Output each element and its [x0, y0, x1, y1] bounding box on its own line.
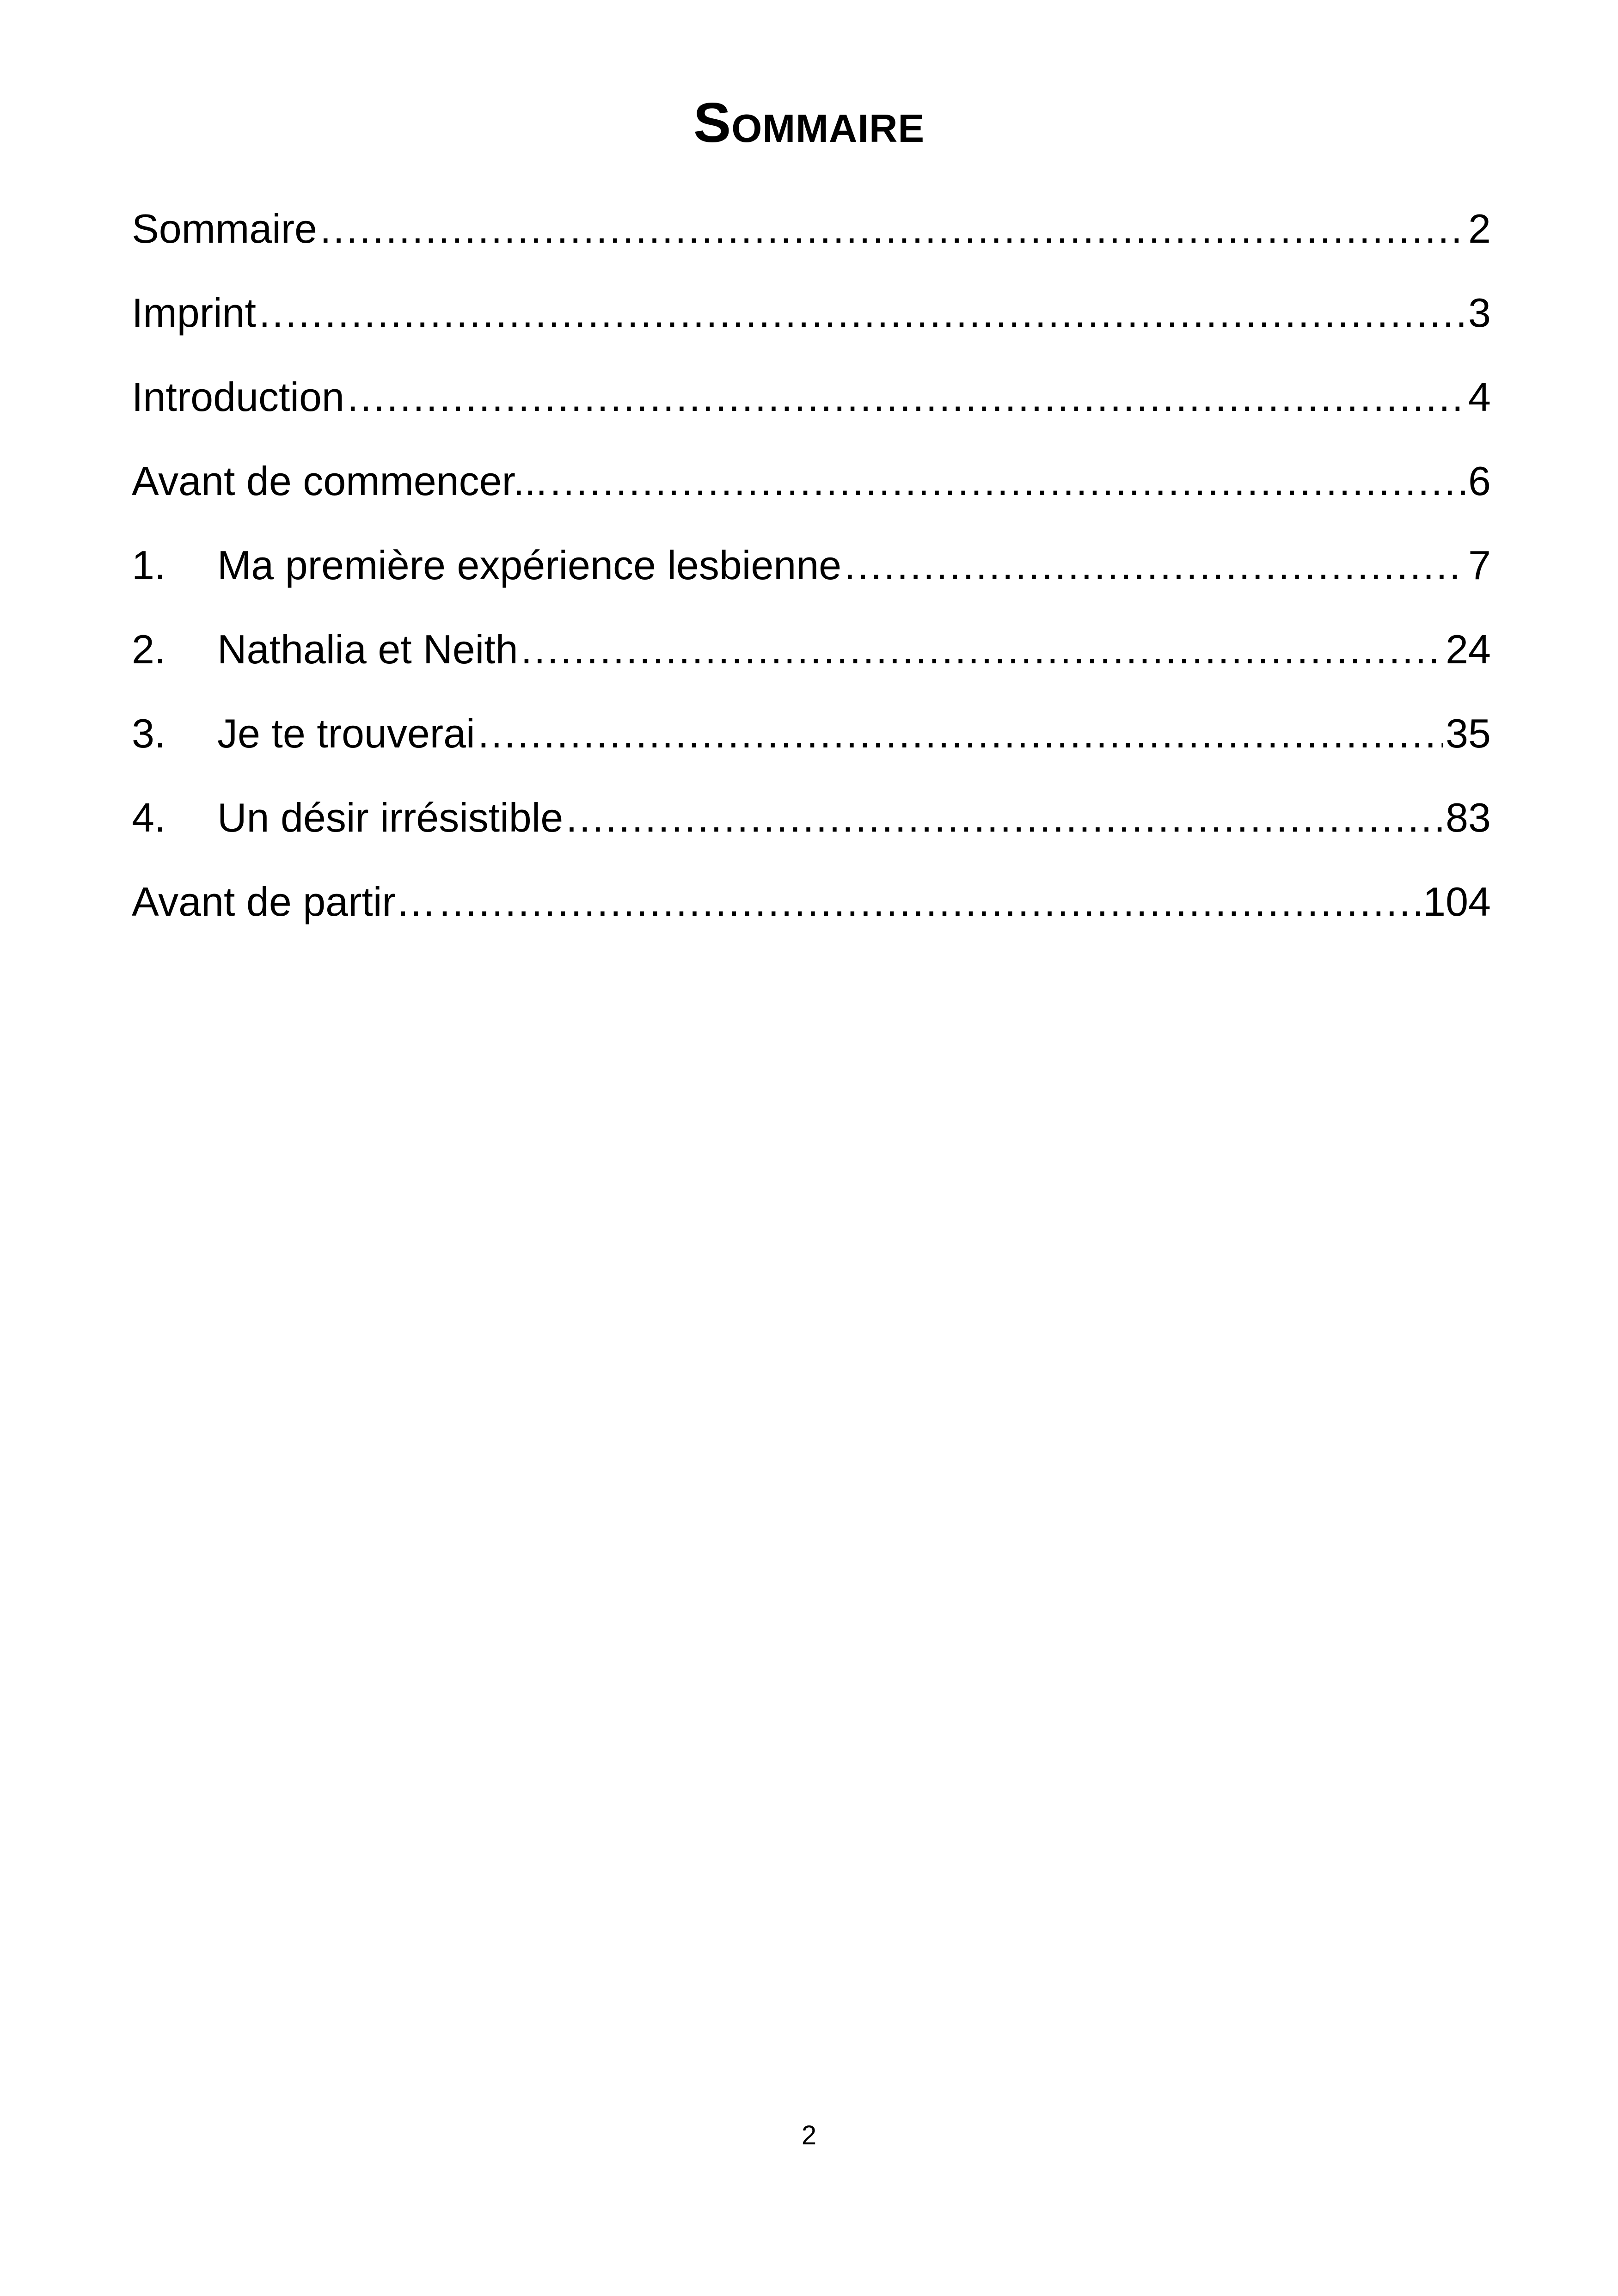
toc-dot-leader: [844, 535, 1465, 595]
toc-entry-page: 4: [1468, 374, 1491, 420]
toc-entry[interactable]: [132, 283, 1491, 367]
toc-entry-page: 2: [1468, 206, 1491, 251]
toc-entry[interactable]: [132, 451, 1491, 535]
toc-dot-leader: [478, 704, 1443, 764]
toc-dot-leader: [550, 451, 1465, 511]
toc-entry[interactable]: [132, 619, 1491, 704]
toc-entry-page: 83: [1446, 795, 1491, 840]
page-title: Sommaire: [693, 91, 925, 154]
toc-dot-leader: [347, 367, 1465, 427]
toc-entry-label: Introduction: [132, 374, 344, 420]
toc-entry-number: 2.: [132, 626, 166, 672]
toc-entry-label: Un désir irrésistible: [217, 795, 564, 840]
toc-entry-number: 3.: [132, 710, 166, 756]
toc-entry-label: Avant de commencer...: [132, 458, 547, 504]
toc-entry-number: 4.: [132, 795, 166, 840]
toc-entry-page: 6: [1468, 458, 1491, 504]
toc-dot-leader: [521, 619, 1443, 680]
toc-entry-page: 104: [1423, 879, 1491, 925]
toc-dot-leader: [439, 872, 1420, 932]
toc-dot-leader: [320, 199, 1465, 259]
toc-entry[interactable]: [132, 704, 1491, 788]
toc-entry-page: 3: [1468, 290, 1491, 336]
toc-entry-page: 35: [1446, 710, 1491, 756]
toc-dot-leader: [566, 788, 1443, 848]
toc-entry-label: Nathalia et Neith: [217, 626, 518, 672]
toc-entry-label: Ma première expérience lesbienne: [217, 542, 842, 588]
toc-dot-leader: [259, 283, 1465, 343]
toc-entry-label: Je te trouverai: [217, 710, 475, 756]
toc-entry[interactable]: [132, 872, 1491, 956]
toc-entry[interactable]: [132, 199, 1491, 283]
toc-entry-page: 7: [1468, 542, 1491, 588]
toc-entry[interactable]: [132, 367, 1491, 451]
page-number: 2: [801, 2120, 817, 2150]
toc-entry-page: 24: [1446, 626, 1491, 672]
toc-entry-label: Imprint: [132, 290, 256, 336]
toc-entry[interactable]: [132, 535, 1491, 619]
table-of-contents: [132, 199, 1491, 956]
toc-entry-number: 1.: [132, 542, 166, 588]
toc-entry-label: Avant de partir…: [132, 879, 436, 925]
toc-entry[interactable]: [132, 788, 1491, 872]
toc-entry-label: Sommaire: [132, 206, 317, 251]
